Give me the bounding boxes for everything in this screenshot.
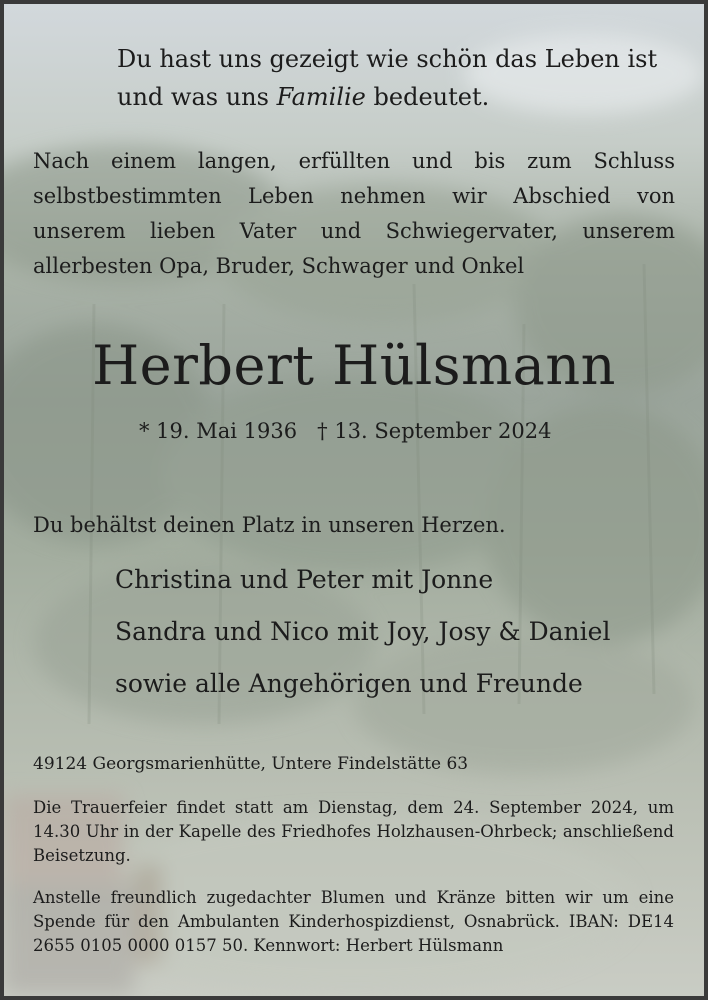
deceased-name: Herbert Hülsmann <box>92 334 616 397</box>
opening-emphasis: Familie <box>276 83 366 111</box>
mourners-list <box>115 554 610 710</box>
life-dates <box>139 414 551 448</box>
funeral-service-info: Die Trauerfeier findet statt am Dienstag, dem 24. September 2024, um 14.30 Uhr in der Kapelle des Friedhofes Holzhausen-Ohrbeck; anschließend Beisetzung. <box>33 798 674 865</box>
mourner-line: Sandra und Nico mit Joy, Josy & Daniel <box>115 617 611 646</box>
opening-line-2-start: und was uns <box>117 83 277 111</box>
notice-content <box>4 4 704 996</box>
opening-line-2-end: bedeutet. <box>365 83 490 111</box>
death-date: † 13. September 2024 <box>317 419 552 443</box>
address-line: 49124 Georgsmarienhütte, Untere Findelstätte 63 <box>33 754 469 774</box>
motto-text: Du behältst deinen Platz in unseren Herzen. <box>33 513 506 537</box>
opening-verse <box>117 40 657 116</box>
birth-date: * 19. Mai 1936 <box>139 419 298 443</box>
mourner-line: Christina und Peter mit Jonne <box>115 565 494 594</box>
donation-info: Anstelle freundlich zugedachter Blumen und Kränze bitten wir um eine Spende für den Ambulanten Kinderhospizdienst, Osnabrück. IBAN: DE14 2655 0105 0000 0157 50. Kennwort: Herbert Hülsmann <box>33 888 674 955</box>
opening-line-2 <box>117 78 657 116</box>
opening-line-1: Du hast uns gezeigt wie schön das Leben ist <box>117 45 658 73</box>
mourner-line: sowie alle Angehörigen und Freunde <box>115 669 583 698</box>
intro-text: Nach einem langen, erfüllten und bis zum Schluss selbstbestimmten Leben nehmen wir Abschied von unserem lieben Vater und Schwiegervater, unserem allerbesten Opa, Bruder, Schwager und Onkel <box>33 149 675 278</box>
